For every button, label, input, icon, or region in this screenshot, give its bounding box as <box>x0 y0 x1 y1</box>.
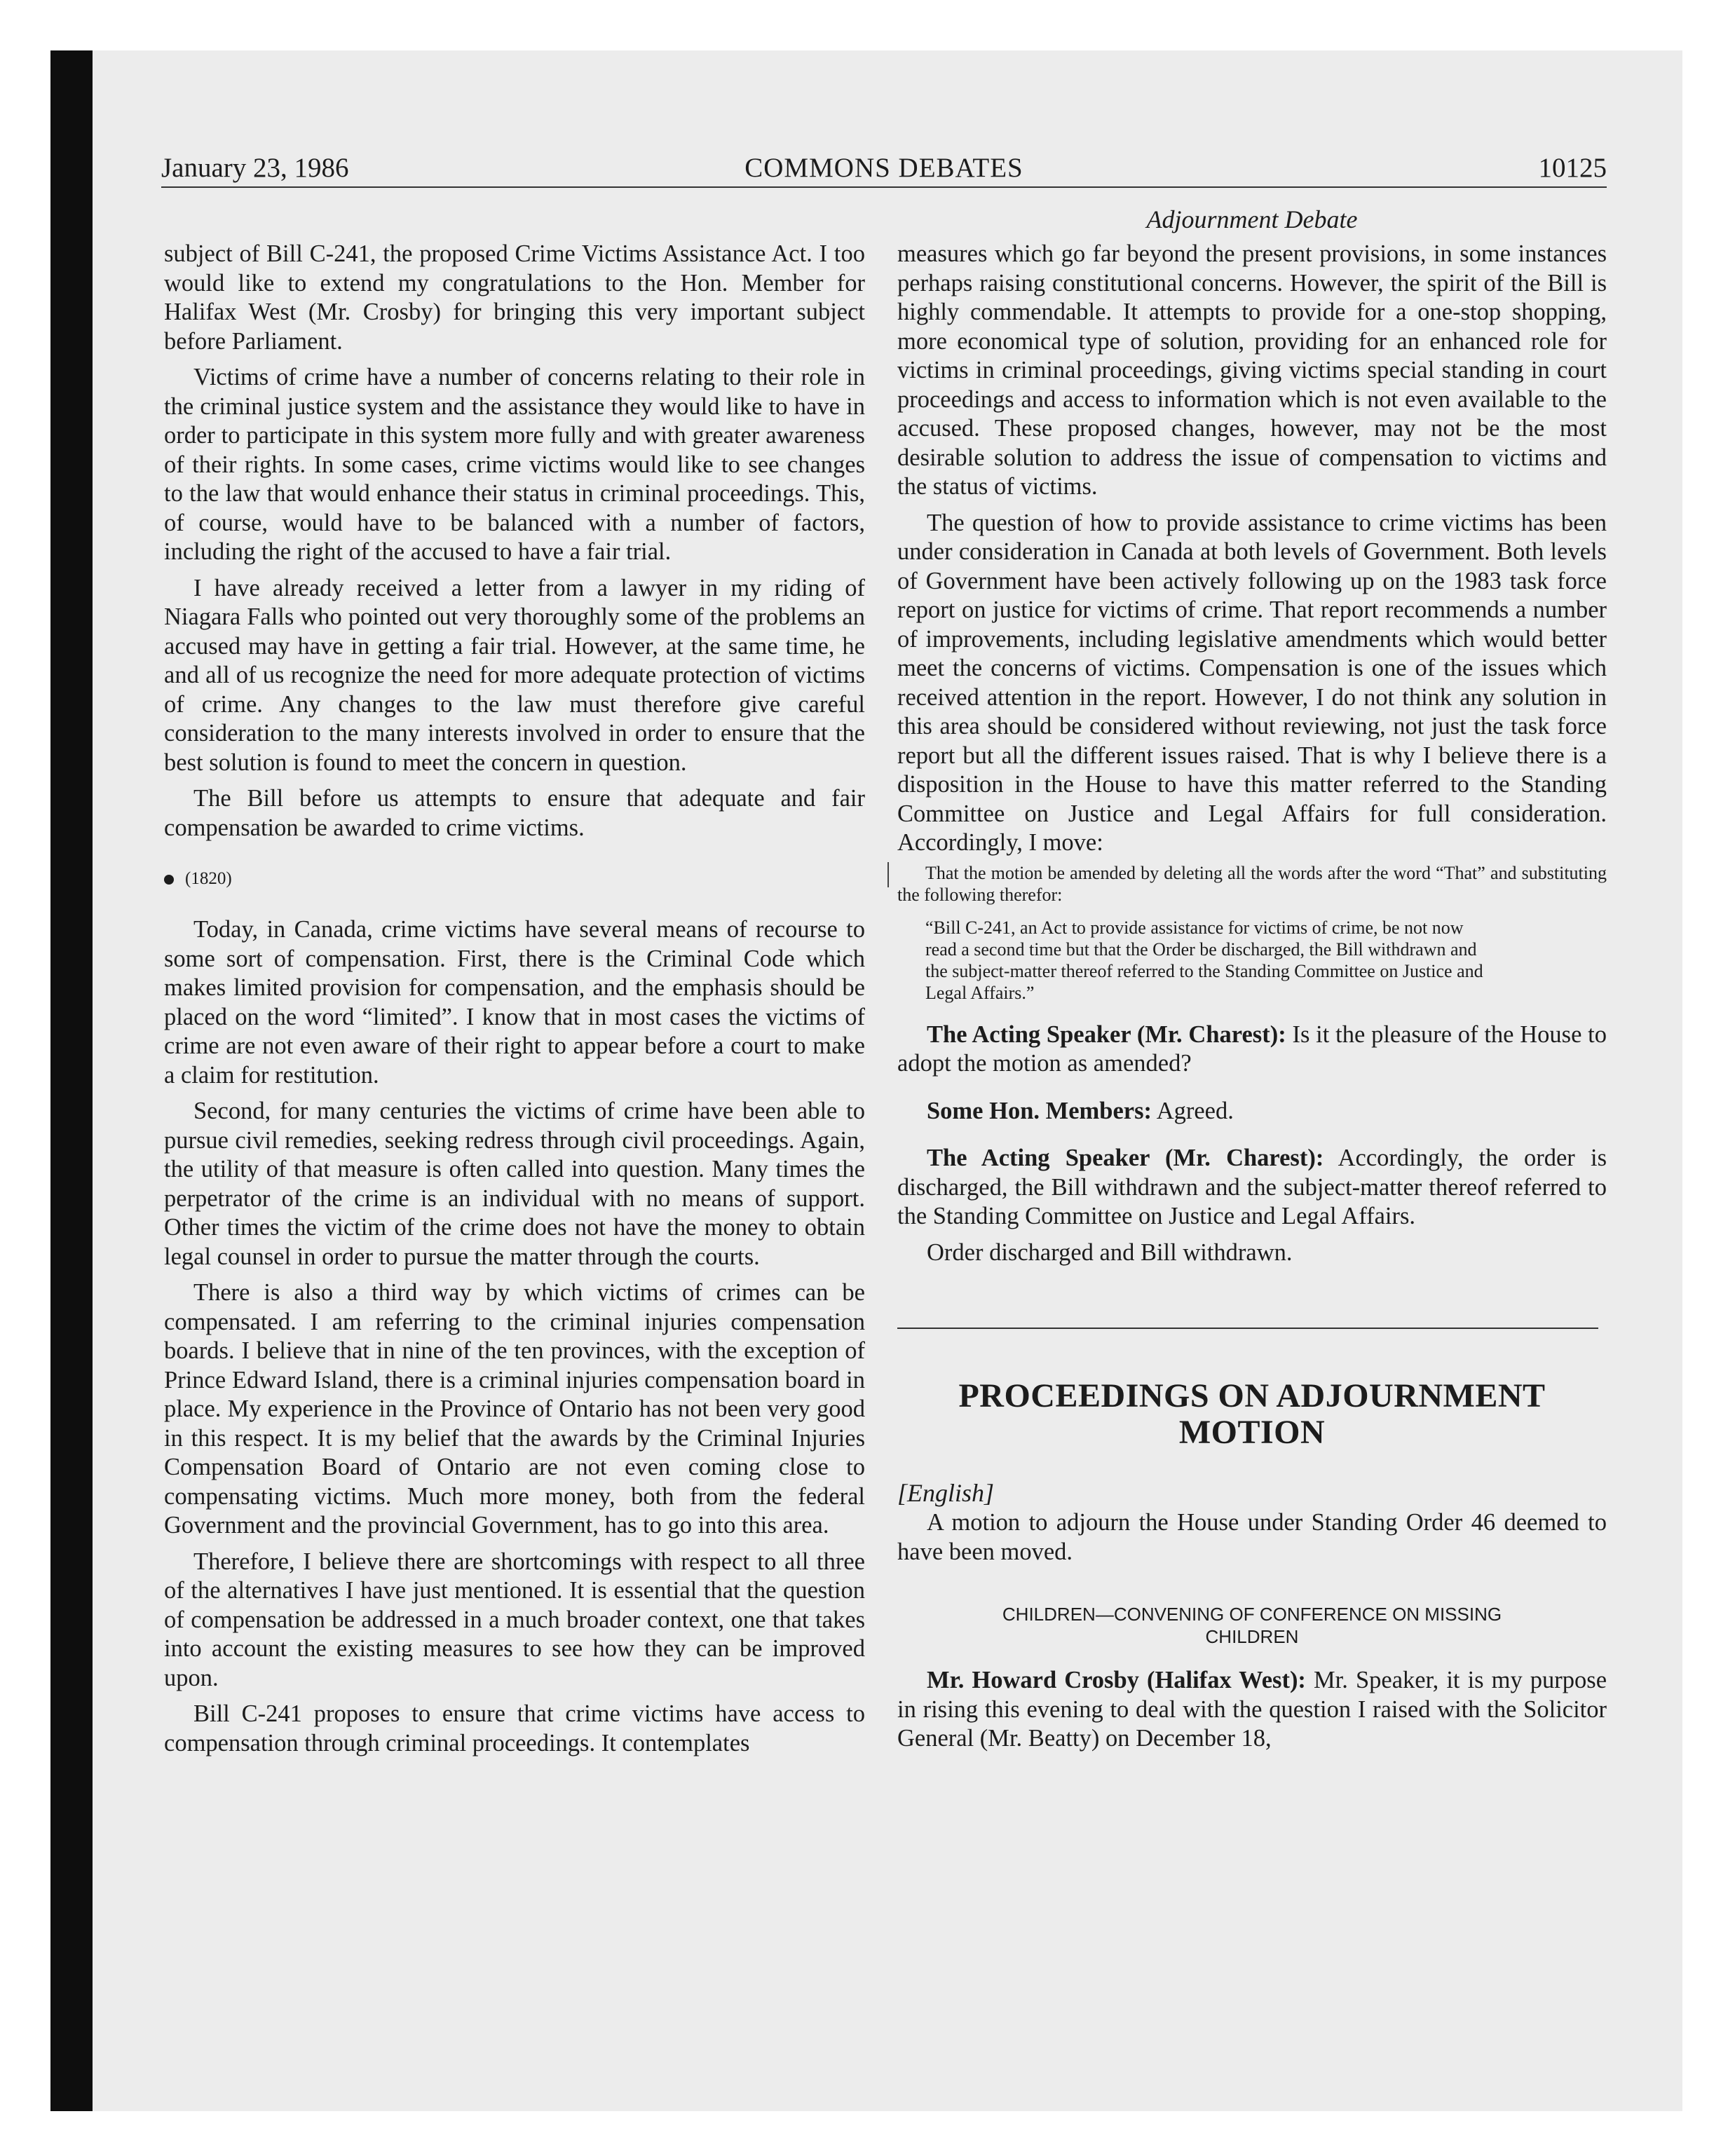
motion-quote-line: Legal Affairs.” <box>925 982 1035 1003</box>
order-paragraph: Order discharged and Bill withdrawn. <box>927 1239 1293 1266</box>
speaker-name: The Acting Speaker (Mr. Charest): <box>927 1145 1324 1171</box>
header-publication: COMMONS DEBATES <box>744 153 1023 183</box>
right-column <box>897 240 1607 1754</box>
section-rule <box>897 1328 1598 1329</box>
speaker-paragraph <box>897 1144 1607 1231</box>
paragraph: Victims of crime have a number of concerns relating to their role in the criminal justice system and the assistance they would like to have in order to participate in this system more fully and with greater awareness of their rights. In some cases, crime victims would like to see changes to the law that would enhance their status in criminal proceedings. This, of course, would have to be balanced with a number of factors, including the right of the accused to have a fair trial. <box>164 364 865 565</box>
subheading <box>897 1603 1607 1648</box>
scan-edge-shadow <box>50 50 93 2111</box>
motion-quote-line: “Bill C-241, an Act to provide assistance for victims of crime, be not now <box>925 917 1464 938</box>
speaker-text: Mr. Speaker, it is my purpose in rising this evening to deal with the question I raised with the Solicitor General (Mr. Beatty) on December 18, <box>897 1667 1607 1752</box>
paragraph: measures which go far beyond the present provisions, in some instances perhaps raising constitutional concerns. However, the spirit of the Bill is highly commendable. It attempts to provide for a one-stop shopping, more economical type of solution, providing for an enhanced role for victims in criminal proceedings, giving victims special standing in court proceedings and access to information which is not even available to the accused. These proposed changes, however, may not be the most desirable solution to address the issue of compensation to victims and the status of victims. <box>897 240 1607 500</box>
members-text: Agreed. <box>1156 1097 1234 1124</box>
left-column <box>164 240 865 1758</box>
language-tag: [English] <box>897 1479 995 1507</box>
speaker-text: Accordingly, the order is discharged, the Bill withdrawn and the subject-matter thereof referred to the Standing Committee on Justice and Legal Affairs. <box>897 1145 1607 1229</box>
speaker-paragraph <box>897 1021 1607 1079</box>
motion-text: That the motion be amended by deleting all the words after the word “That” and substituting the following therefor: <box>897 862 1607 905</box>
time-marker <box>164 868 865 890</box>
paragraph: Bill C-241 proposes to ensure that crime victims have access to compensation through criminal proceedings. It contemplates <box>164 1700 865 1756</box>
speaker-name: Mr. Howard Crosby (Halifax West): <box>927 1667 1306 1693</box>
bullet-icon <box>164 875 174 885</box>
members-label: Some Hon. Members: <box>927 1097 1152 1124</box>
paragraph: Therefore, I believe there are shortcomings with respect to all three of the alternatives I have just mentioned. It is essential that the question of compensation be addressed in a much broader context, one that takes into account the existing measures to see how they can be improved upon. <box>164 1548 865 1691</box>
header-date: January 23, 1986 <box>161 153 349 183</box>
header-page-number: 10125 <box>1538 153 1607 183</box>
speaker-paragraph <box>897 1666 1607 1754</box>
paragraph: The question of how to provide assistance to crime victims has been under consideration in Canada at both levels of Government. Both levels of Government have been actively following up on the 1983 task force report on justice for victims of crime. That report recommends a number of improvements, including legislative amendments which would better meet the concerns of victims. Compensation is one of the issues which received attention in the report. However, I do not think any solution in this area should be considered without reviewing, not just the task force report but all the different issues raised. That is why I believe there is a disposition in the House to have this matter referred to the Standing Committee on Justice and Legal Affairs for full consideration. Accordingly, I move: <box>897 509 1607 856</box>
motion-quote-line: read a second time but that the Order be discharged, the Bill withdrawn and <box>925 939 1477 960</box>
speaker-text: Is it the pleasure of the House to adopt the motion as amended? <box>897 1021 1607 1077</box>
speaker-name: The Acting Speaker (Mr. Charest): <box>927 1021 1286 1048</box>
subheading-line: CHILDREN—CONVENING OF CONFERENCE ON MISSING <box>1002 1604 1502 1625</box>
section-title-line: MOTION <box>1178 1414 1326 1451</box>
members-paragraph <box>897 1097 1607 1126</box>
motion-quote <box>897 917 1607 1004</box>
paragraph: The Bill before us attempts to ensure that adequate and fair compensation be awarded to crime victims. <box>164 785 865 841</box>
margin-mark <box>887 862 889 887</box>
paragraph: A motion to adjourn the House under Standing Order 46 deemed to have been moved. <box>897 1509 1607 1565</box>
paragraph: Today, in Canada, crime victims have several means of recourse to some sort of compensation. First, there is the Criminal Code which makes limited provision for compensation, and the emphasis should be placed on the word “limited”. I know that in most cases the victims of crime are not even aware of their right to appear before a court to make a claim for restitution. <box>164 916 865 1089</box>
motion-quote-line: the subject-matter thereof referred to the Standing Committee on Justice and <box>925 960 1483 981</box>
time-marker-text: (1820) <box>185 869 232 888</box>
paragraph: I have already received a letter from a lawyer in my riding of Niagara Falls who pointed out very thoroughly some of the problems an accused may have in getting a fair trial. However, at the same time, he and all of us recognize the need for more adequate protection of victims of crime. Any changes to the law must therefore give careful consideration to the many interests involved in order to ensure that the best solution is found to meet the concern in question. <box>164 574 865 776</box>
section-title-line: PROCEEDINGS ON ADJOURNMENT <box>958 1377 1546 1414</box>
running-head: Adjournment Debate <box>1146 205 1358 233</box>
section-title <box>897 1378 1607 1451</box>
subheading-line: CHILDREN <box>1205 1626 1299 1647</box>
paragraph: subject of Bill C-241, the proposed Crime Victims Assistance Act. I too would like to extend my congratulations to the Hon. Member for Halifax West (Mr. Crosby) for bringing this very important subject before Parliament. <box>164 240 865 355</box>
header-rule <box>161 186 1607 188</box>
paragraph: There is also a third way by which victims of crimes can be compensated. I am referring to the criminal injuries compensation boards. I believe that in nine of the ten provinces, with the exception of Prince Edward Island, there is a criminal injuries compensation board in place. My experience in the Province of Ontario has not been very good in this respect. It is my belief that the awards by the Criminal Injuries Compensation Board of Ontario are not even coming close to compensating victims. Much more money, both from the federal Government and the provincial Government, has to go into this area. <box>164 1279 865 1538</box>
paragraph: Second, for many centuries the victims of crime have been able to pursue civil remedies, seeking redress through civil proceedings. Again, the utility of that measure is often called into question. Many times the perpetrator of the crime is an individual with no means of support. Other times the victim of the crime does not have the money to obtain legal counsel in order to pursue the matter through the courts. <box>164 1098 865 1270</box>
page-header <box>161 149 1607 188</box>
